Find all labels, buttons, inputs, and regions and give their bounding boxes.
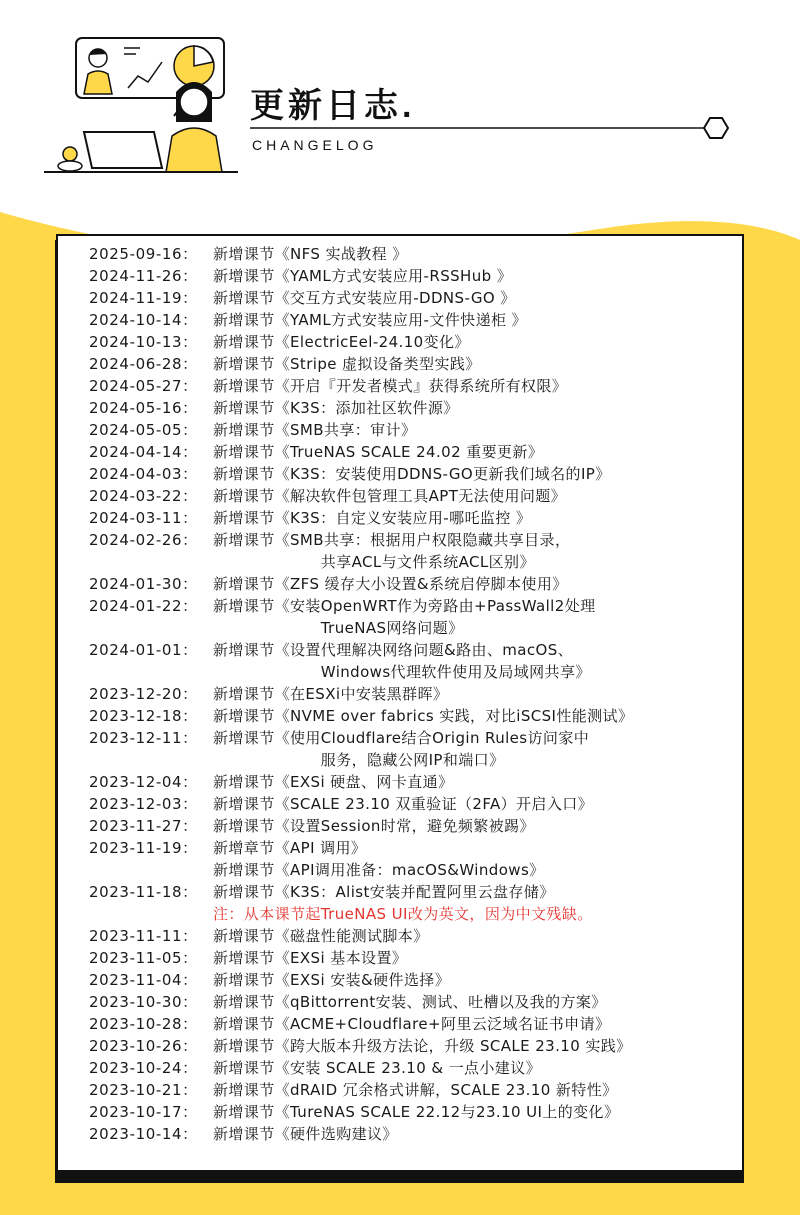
entry-date xyxy=(89,661,213,683)
entry-date: 2024-11-26： xyxy=(89,267,198,285)
entry-text: 新增课节《安装OpenWRT作为旁路由+PassWall2处理 xyxy=(213,597,596,615)
entry-text: 新增课节《K3S：Alist安装并配置阿里云盘存储》 xyxy=(213,883,555,901)
entry-text: 新增课节《qBittorrent安装、测试、吐槽以及我的方案》 xyxy=(213,993,607,1011)
changelog-entry xyxy=(89,551,739,573)
changelog-entry xyxy=(89,265,739,287)
entry-date: 2023-10-14： xyxy=(89,1125,198,1143)
entry-date: 2023-10-17： xyxy=(89,1103,198,1121)
entry-text: 新增课节《EXSi 基本设置》 xyxy=(213,949,408,967)
entry-date: 2023-11-11： xyxy=(89,927,198,945)
changelog-entry xyxy=(89,661,739,683)
entry-date: 2024-01-30： xyxy=(89,575,198,593)
entry-text: 新增课节《设置Session时常，避免频繁被踢》 xyxy=(213,817,535,835)
entry-text: 新增课节《Stripe 虚拟设备类型实践》 xyxy=(213,355,481,373)
entry-date: 2023-12-18： xyxy=(89,707,198,725)
changelog-entry xyxy=(89,749,739,771)
entry-date: 2025-09-16： xyxy=(89,245,198,263)
changelog-entry xyxy=(89,573,739,595)
entry-date: 2023-10-24： xyxy=(89,1059,198,1077)
changelog-entry xyxy=(89,683,739,705)
entry-text: 新增课节《解决软件包管理工具APT无法使用问题》 xyxy=(213,487,567,505)
entry-text: 新增课节《YAML方式安装应用-文件快递柜 》 xyxy=(213,311,527,329)
entry-date: 2023-11-18： xyxy=(89,883,198,901)
entry-date xyxy=(89,903,213,925)
header-illustration xyxy=(44,36,244,178)
entry-date xyxy=(89,859,213,881)
entry-text: TrueNAS网络问题》 xyxy=(213,619,464,637)
entry-text: 新增课节《使用Cloudflare结合Origin Rules访问家中 xyxy=(213,729,590,747)
entry-text: 新增章节《API 调用》 xyxy=(213,839,367,857)
entry-date: 2024-03-11： xyxy=(89,509,198,527)
entry-text: 新增课节《SMB共享：审计》 xyxy=(213,421,417,439)
changelog-entry xyxy=(89,485,739,507)
entry-date: 2024-01-01： xyxy=(89,641,198,659)
changelog-entry xyxy=(89,1101,739,1123)
title-underline-rule xyxy=(250,126,720,130)
changelog-list xyxy=(89,243,739,1145)
entry-date: 2023-11-19： xyxy=(89,839,198,857)
entry-text: 新增课节《开启『开发者模式』获得系统所有权限》 xyxy=(213,377,568,395)
entry-date xyxy=(89,617,213,639)
entry-text: 共享ACL与文件系统ACL区别》 xyxy=(213,553,535,571)
changelog-entry xyxy=(89,837,739,859)
changelog-entry xyxy=(89,1079,739,1101)
changelog-entry xyxy=(89,815,739,837)
changelog-entry xyxy=(89,705,739,727)
entry-date: 2024-04-14： xyxy=(89,443,198,461)
entry-text: 新增课节《SCALE 23.10 双重验证（2FA）开启入口》 xyxy=(213,795,594,813)
entry-date: 2023-10-28： xyxy=(89,1015,198,1033)
entry-text: 新增课节《API调用准备：macOS&Windows》 xyxy=(213,861,545,879)
entry-date: 2024-05-16： xyxy=(89,399,198,417)
entry-date: 2023-10-30： xyxy=(89,993,198,1011)
entry-text: 新增课节《交互方式安装应用-DDNS-GO 》 xyxy=(213,289,516,307)
changelog-entry xyxy=(89,881,739,903)
entry-date: 2023-11-04： xyxy=(89,971,198,989)
entry-date: 2023-12-03： xyxy=(89,795,198,813)
entry-text: 新增课节《SMB共享：根据用户权限隐藏共享目录， xyxy=(213,531,571,549)
entry-date: 2024-03-22： xyxy=(89,487,198,505)
entry-date: 2024-06-28： xyxy=(89,355,198,373)
changelog-entry xyxy=(89,1013,739,1035)
entry-text: 新增课节《EXSi 硬盘、网卡直通》 xyxy=(213,773,454,791)
changelog-entry xyxy=(89,727,739,749)
fruit-bowl-icon xyxy=(58,147,82,171)
changelog-entry xyxy=(89,925,739,947)
entry-text: 新增课节《EXSi 安装&硬件选择》 xyxy=(213,971,451,989)
changelog-entry xyxy=(89,309,739,331)
entry-text: 新增课节《设置代理解决网络问题&路由、macOS、 xyxy=(213,641,574,659)
entry-text: 新增课节《在ESXi中安装黑群晖》 xyxy=(213,685,449,703)
changelog-entry xyxy=(89,617,739,639)
entry-text: 新增课节《跨大版本升级方法论，升级 SCALE 23.10 实践》 xyxy=(213,1037,632,1055)
entry-text: 新增课节《硬件选购建议》 xyxy=(213,1125,398,1143)
changelog-entry xyxy=(89,463,739,485)
pie-chart-icon xyxy=(174,46,214,86)
changelog-entry xyxy=(89,331,739,353)
entry-date: 2023-12-11： xyxy=(89,729,198,747)
entry-text: 新增课节《K3S：自定义安装应用-哪吒监控 》 xyxy=(213,509,532,527)
entry-text: 新增课节《磁盘性能测试脚本》 xyxy=(213,927,429,945)
page-subtitle: CHANGELOG xyxy=(252,137,378,153)
changelog-entry xyxy=(89,375,739,397)
changelog-entry xyxy=(89,969,739,991)
changelog-note xyxy=(89,903,739,925)
changelog-entry xyxy=(89,1123,739,1145)
entry-text: 新增课节《ElectricEel-24.10变化》 xyxy=(213,333,470,351)
changelog-entry xyxy=(89,793,739,815)
changelog-entry xyxy=(89,243,739,265)
entry-text: 新增课节《dRAID 冗余格式讲解，SCALE 23.10 新特性》 xyxy=(213,1081,618,1099)
entry-date: 2024-05-05： xyxy=(89,421,198,439)
entry-date xyxy=(89,551,213,573)
page-title: 更新日志. xyxy=(250,87,416,125)
entry-date: 2023-11-27： xyxy=(89,817,198,835)
changelog-entry xyxy=(89,991,739,1013)
entry-date: 2024-01-22： xyxy=(89,597,198,615)
entry-text: 新增课节《K3S：添加社区软件源》 xyxy=(213,399,459,417)
entry-text: 新增课节《TrueNAS SCALE 24.02 重要更新》 xyxy=(213,443,544,461)
changelog-entry xyxy=(89,287,739,309)
entry-date: 2023-12-04： xyxy=(89,773,198,791)
entry-text: 新增课节《ACME+Cloudflare+阿里云泛域名证书申请》 xyxy=(213,1015,611,1033)
entry-date: 2024-04-03： xyxy=(89,465,198,483)
entry-date: 2023-11-05： xyxy=(89,949,198,967)
entry-date: 2024-10-13： xyxy=(89,333,198,351)
entry-date: 2024-11-19： xyxy=(89,289,198,307)
entry-text: Windows代理软件使用及局域网共享》 xyxy=(213,663,591,681)
entry-text: 新增课节《安装 SCALE 23.10 & 一点小建议》 xyxy=(213,1059,542,1077)
entry-date xyxy=(89,749,213,771)
entry-date: 2023-10-26： xyxy=(89,1037,198,1055)
changelog-entry xyxy=(89,771,739,793)
changelog-entry xyxy=(89,419,739,441)
entry-date: 2023-12-20： xyxy=(89,685,198,703)
changelog-entry xyxy=(89,1057,739,1079)
changelog-entry xyxy=(89,507,739,529)
entry-text: 服务，隐藏公网IP和端口》 xyxy=(213,751,505,769)
entry-date: 2024-02-26： xyxy=(89,531,198,549)
entry-text: 新增课节《NVME over fabrics 实践，对比iSCSI性能测试》 xyxy=(213,707,634,725)
changelog-entry xyxy=(89,1035,739,1057)
changelog-entry xyxy=(89,529,739,551)
entry-text: 新增课节《YAML方式安装应用-RSSHub 》 xyxy=(213,267,513,285)
changelog-entry xyxy=(89,441,739,463)
entry-text: 新增课节《ZFS 缓存大小设置&系统启停脚本使用》 xyxy=(213,575,568,593)
changelog-entry xyxy=(89,947,739,969)
entry-date: 2024-10-14： xyxy=(89,311,198,329)
entry-text: 新增课节《K3S：安装使用DDNS-GO更新我们域名的IP》 xyxy=(213,465,611,483)
changelog-entry xyxy=(89,397,739,419)
changelog-entry xyxy=(89,353,739,375)
entry-date: 2024-05-27： xyxy=(89,377,198,395)
entry-date: 2023-10-21： xyxy=(89,1081,198,1099)
changelog-entry xyxy=(89,859,739,881)
changelog-entry xyxy=(89,639,739,661)
entry-text: 新增课节《TureNAS SCALE 22.12与23.10 UI上的变化》 xyxy=(213,1103,620,1121)
changelog-card xyxy=(56,234,744,1172)
entry-text: 新增课节《NFS 实战教程 》 xyxy=(213,245,408,263)
hexagon-icon xyxy=(703,116,729,140)
entry-text: 注：从本课节起TrueNAS UI改为英文，因为中文残缺。 xyxy=(213,905,593,923)
page-title-block xyxy=(250,78,415,127)
changelog-entry xyxy=(89,595,739,617)
